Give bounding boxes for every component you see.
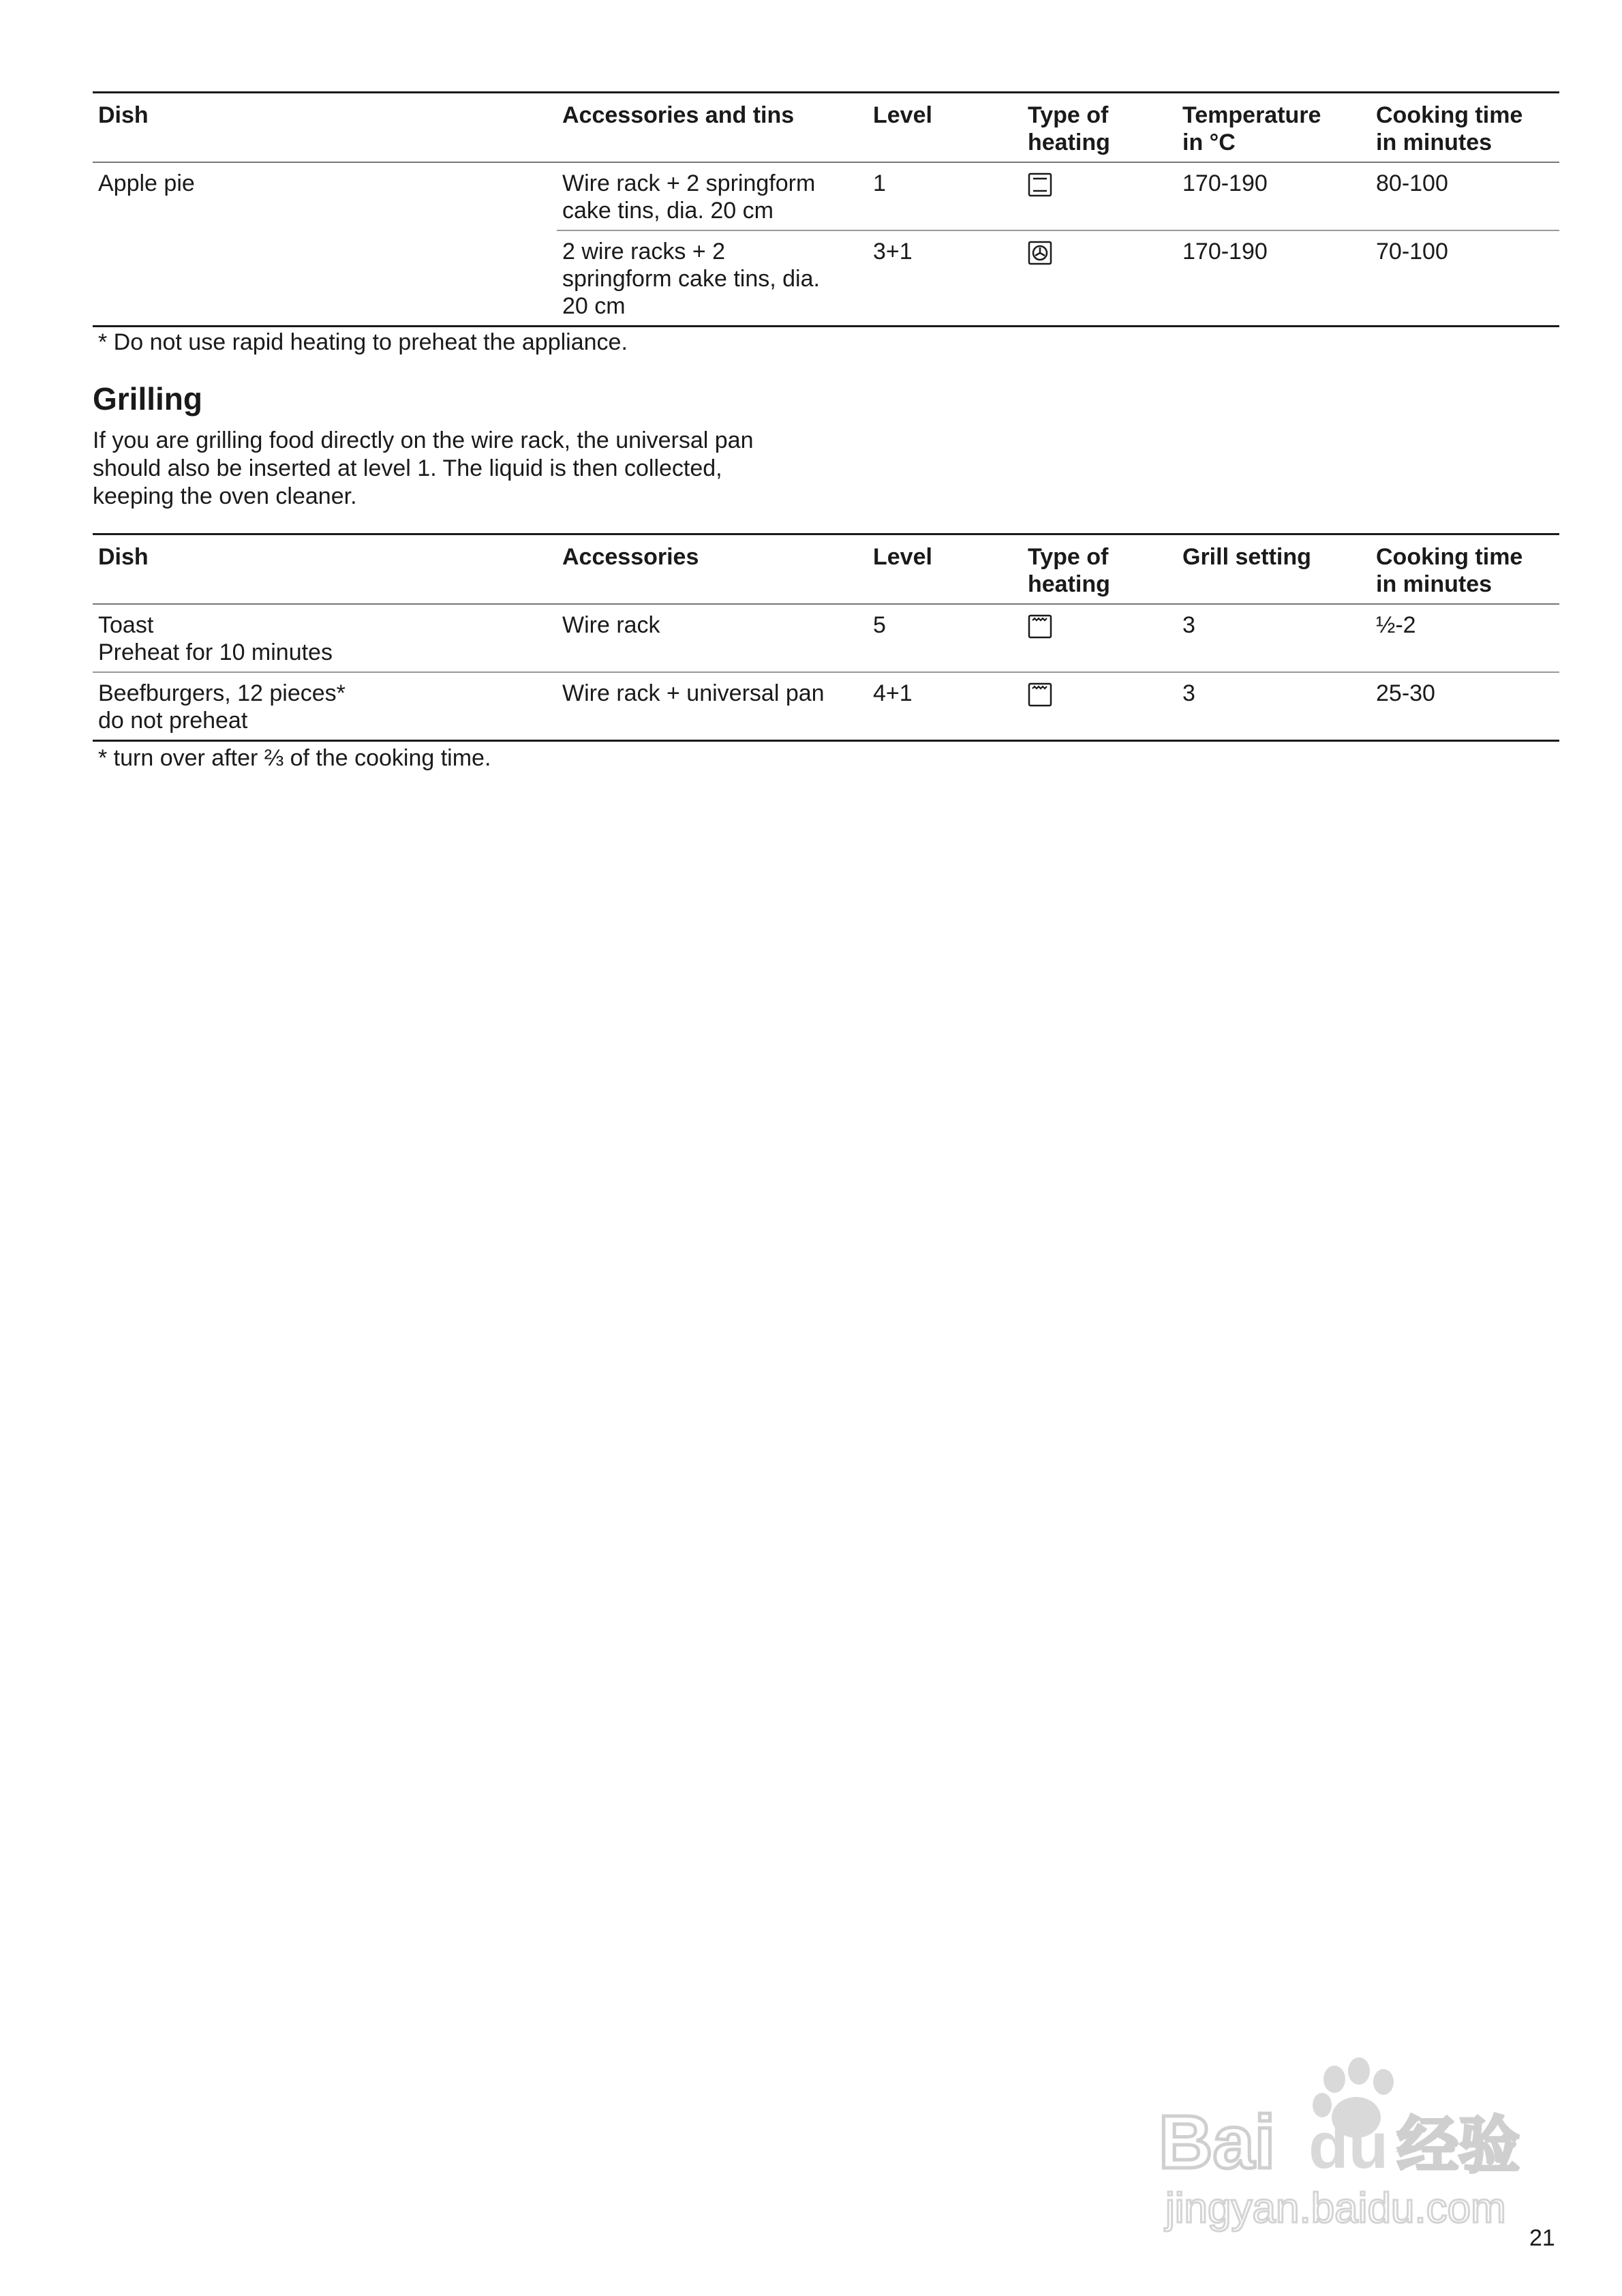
table-row xyxy=(93,672,1559,741)
col-header-dish: Dish xyxy=(93,534,557,605)
col-header-heating-type: Type of heating xyxy=(1022,534,1177,605)
heating-cell xyxy=(1022,162,1177,230)
svg-text:du: du xyxy=(1309,2109,1389,2182)
accessories-cell: Wire rack + universal pan xyxy=(557,672,868,741)
accessories-cell: 2 wire racks + 2 springform cake tins, dia. 20 cm xyxy=(557,230,868,327)
table-row xyxy=(93,162,1559,230)
dish-name: Toast xyxy=(98,612,154,638)
full-width-grill-icon xyxy=(1028,614,1052,645)
cooking-time-cell: 70-100 xyxy=(1371,230,1559,327)
full-width-grill-icon xyxy=(1028,682,1052,713)
section-heading-grilling: Grilling xyxy=(93,381,202,417)
temperature-cell: 170-190 xyxy=(1177,230,1371,327)
col-header-accessories: Accessories xyxy=(557,534,868,605)
grilling-intro: If you are grilling food directly on the wire rack, the universal pan should also be inserted at level 1. The liquid is then collected, keeping the oven cleaner. xyxy=(93,427,754,509)
page-number: 21 xyxy=(1529,2225,1555,2251)
grilling-table xyxy=(93,533,1559,742)
dish-name: Beefburgers, 12 pieces* xyxy=(98,680,346,706)
level-cell: 3+1 xyxy=(868,230,1022,327)
heating-cell xyxy=(1022,672,1177,741)
grilling-footnote: * turn over after ⅔ of the cooking time. xyxy=(98,745,491,771)
svg-text:jingyan.baidu.com: jingyan.baidu.com xyxy=(1165,2185,1506,2232)
col-header-level: Level xyxy=(868,534,1022,605)
level-cell: 1 xyxy=(868,162,1022,230)
dish-cell: Apple pie xyxy=(93,162,557,327)
baking-table xyxy=(93,91,1559,327)
grill-setting-cell: 3 xyxy=(1177,672,1371,741)
level-cell: 4+1 xyxy=(868,672,1022,741)
dish-cell xyxy=(93,604,557,672)
dish-cell xyxy=(93,672,557,741)
col-header-dish: Dish xyxy=(93,93,557,163)
grill-setting-cell: 3 xyxy=(1177,604,1371,672)
table-row xyxy=(93,604,1559,672)
table-header-row xyxy=(93,534,1559,605)
col-header-level: Level xyxy=(868,93,1022,163)
heating-cell xyxy=(1022,230,1177,327)
col-header-cooking-time: Cooking time in minutes xyxy=(1371,534,1559,605)
svg-text:经验: 经验 xyxy=(1397,2110,1520,2181)
cooking-time-cell: 25-30 xyxy=(1371,672,1559,741)
svg-text:Bai: Bai xyxy=(1159,2100,1276,2184)
col-header-grill-setting: Grill setting xyxy=(1177,534,1371,605)
temperature-cell: 170-190 xyxy=(1177,162,1371,230)
col-header-temperature: Temperature in °C xyxy=(1177,93,1371,163)
dish-note: Preheat for 10 minutes xyxy=(98,639,333,665)
level-cell: 5 xyxy=(868,604,1022,672)
col-header-heating-type: Type of heating xyxy=(1022,93,1177,163)
heating-cell xyxy=(1022,604,1177,672)
cooking-time-cell: ½-2 xyxy=(1371,604,1559,672)
accessories-cell: Wire rack xyxy=(557,604,868,672)
accessories-cell: Wire rack + 2 springform cake tins, dia. 20 cm xyxy=(557,162,868,230)
baking-footnote: * Do not use rapid heating to preheat the appliance. xyxy=(98,329,628,355)
baidu-watermark-logo xyxy=(1152,2052,1533,2243)
cooking-time-cell: 80-100 xyxy=(1371,162,1559,230)
col-header-accessories: Accessories and tins xyxy=(557,93,868,163)
dish-note: do not preheat xyxy=(98,708,248,734)
top-bottom-heating-icon xyxy=(1028,172,1052,203)
col-header-cooking-time: Cooking time in minutes xyxy=(1371,93,1559,163)
hot-air-fan-icon xyxy=(1028,241,1052,271)
table-header-row xyxy=(93,93,1559,163)
